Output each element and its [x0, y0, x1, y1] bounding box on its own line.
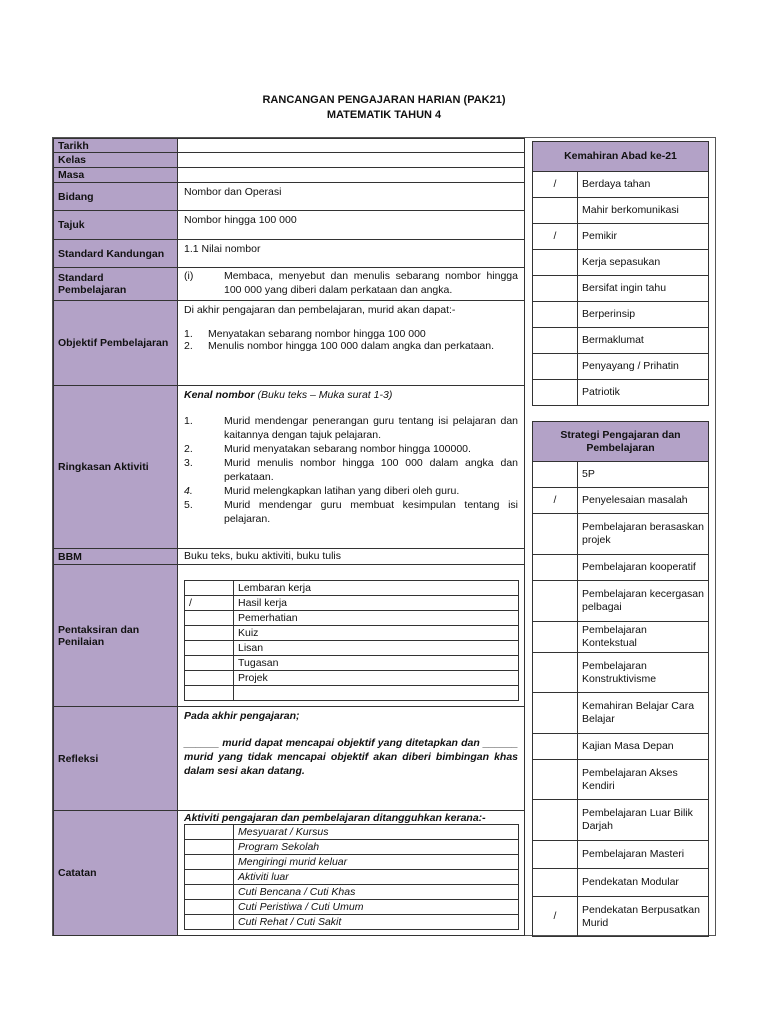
activity-title: Kenal nombor: [184, 389, 255, 401]
pentaksiran-label: Pentaksiran dan Penilaian: [54, 565, 178, 707]
checkbox[interactable]: [185, 900, 234, 915]
checkbox[interactable]: [533, 462, 578, 488]
table-row: Kerja sepasukan: [533, 250, 709, 276]
row-bbm: [54, 549, 525, 565]
activity-list: [184, 414, 518, 526]
table-row: Pembelajaran Kontekstual: [533, 622, 709, 653]
checkbox[interactable]: [533, 328, 578, 354]
checkbox[interactable]: /: [533, 224, 578, 250]
activity-reference: (Buku teks – Muka surat 1-3): [257, 389, 393, 401]
bbm-label: BBM: [54, 549, 178, 565]
catatan-label: Catatan: [54, 811, 178, 936]
table-row: Pembelajaran kooperatif: [533, 555, 709, 581]
objektif-list: [184, 328, 518, 352]
row-pentaksiran: [54, 565, 525, 707]
bidang-label: Bidang: [54, 183, 178, 211]
checkbox[interactable]: [533, 276, 578, 302]
standard-pembelajaran-label: Standard Pembelajaran: [54, 268, 178, 301]
list-item: 1. Menyatakan sebarang nombor hingga 100 000: [184, 328, 426, 340]
checklist-row: Cuti Rehat / Cuti Sakit: [185, 915, 519, 930]
checkbox[interactable]: [185, 656, 234, 671]
tajuk-value: Nombor hingga 100 000: [178, 211, 525, 240]
table-row: Pembelajaran berasaskan projek: [533, 514, 709, 555]
table-row: Pembelajaran Luar Bilik Darjah: [533, 800, 709, 841]
table-row: Penyayang / Prihatin: [533, 354, 709, 380]
checklist-row: [185, 686, 519, 701]
bbm-value: Buku teks, buku aktiviti, buku tulis: [178, 549, 525, 565]
checkbox[interactable]: [533, 760, 578, 800]
objektif-label: Objektif Pembelajaran: [54, 301, 178, 386]
checkbox[interactable]: [185, 840, 234, 855]
catatan-intro: Aktiviti pengajaran dan pembelajaran ditangguhkan kerana:-: [184, 812, 486, 824]
checkbox[interactable]: [185, 825, 234, 840]
checkbox[interactable]: [533, 250, 578, 276]
sp-text: Membaca, menyebut dan menulis sebarang nombor hingga 100 000 yang diberi dalam perkataan dan angka.: [224, 270, 518, 296]
list-item: 5. Murid mendengar guru membuat kesimpulan tentang isi pelajaran.: [184, 499, 518, 525]
checkbox[interactable]: [533, 622, 578, 653]
masa-label: Masa: [54, 168, 178, 183]
pentaksiran-value: [178, 565, 525, 707]
checklist-row: Projek: [185, 671, 519, 686]
table-row: 5P: [533, 462, 709, 488]
table-row: Kajian Masa Depan: [533, 734, 709, 760]
list-item: 3. Murid menulis nombor hingga 100 000 dalam angka dan perkataan.: [184, 457, 518, 483]
checkbox[interactable]: [185, 870, 234, 885]
checklist-row: Lembaran kerja: [185, 581, 519, 596]
tajuk-label: Tajuk: [54, 211, 178, 240]
table-row: Pembelajaran Konstruktivisme: [533, 653, 709, 693]
checklist-row: Cuti Bencana / Cuti Khas: [185, 885, 519, 900]
pentaksiran-checklist: [184, 580, 519, 701]
checkbox[interactable]: /: [533, 172, 578, 198]
checkbox[interactable]: [185, 885, 234, 900]
checklist-row: Kuiz: [185, 626, 519, 641]
checklist-row: Aktiviti luar: [185, 870, 519, 885]
checkbox[interactable]: [533, 734, 578, 760]
row-objektif: [54, 301, 525, 386]
row-tajuk: [54, 211, 525, 240]
table-row: Kemahiran Belajar Cara Belajar: [533, 693, 709, 734]
checkbox[interactable]: [185, 855, 234, 870]
list-item: 4. Murid melengkapkan latihan yang diberi oleh guru.: [184, 485, 460, 497]
table-row: Pembelajaran Akses Kendiri: [533, 760, 709, 800]
document-title: [0, 93, 768, 123]
objektif-intro: Di akhir pengajaran dan pembelajaran, murid akan dapat:-: [184, 304, 456, 316]
title-line-2: MATEMATIK TAHUN 4: [326, 109, 442, 121]
sp-number: (i): [184, 270, 194, 282]
refleksi-value: [178, 707, 525, 811]
checklist-row: Tugasan: [185, 656, 519, 671]
row-bidang: [54, 183, 525, 211]
checkbox[interactable]: [185, 626, 234, 641]
row-masa: [54, 168, 525, 183]
table-row: Berperinsip: [533, 302, 709, 328]
bidang-value: Nombor dan Operasi: [178, 183, 525, 211]
kelas-value[interactable]: [178, 153, 525, 168]
standard-kandungan-label: Standard Kandungan: [54, 240, 178, 268]
checkbox[interactable]: [533, 841, 578, 869]
checkbox[interactable]: [533, 514, 578, 555]
checkbox[interactable]: [533, 302, 578, 328]
table-row: Mahir berkomunikasi: [533, 198, 709, 224]
checkbox[interactable]: [185, 641, 234, 656]
checkbox[interactable]: [533, 198, 578, 224]
row-refleksi: [54, 707, 525, 811]
row-standard-pembelajaran: [54, 268, 525, 301]
table-row: / Pendekatan Berpusatkan Murid: [533, 897, 709, 937]
refleksi-label: Refleksi: [54, 707, 178, 811]
row-kelas: [54, 153, 525, 168]
kemahiran-table: [532, 141, 709, 406]
checkbox[interactable]: [533, 380, 578, 406]
ringkasan-aktiviti-label: Ringkasan Aktiviti: [54, 386, 178, 549]
strategi-table: [532, 421, 709, 937]
checklist-row: Lisan: [185, 641, 519, 656]
table-row: / Berdaya tahan: [533, 172, 709, 198]
checkbox[interactable]: [185, 915, 234, 930]
checkbox[interactable]: [533, 693, 578, 734]
list-item: 2. Murid menyatakan sebarang nombor hingga 100000.: [184, 443, 471, 455]
table-row: Pendekatan Modular: [533, 869, 709, 897]
checkbox[interactable]: [533, 581, 578, 622]
catatan-value: [178, 811, 525, 936]
checkbox[interactable]: [185, 671, 234, 686]
table-row: Bersifat ingin tahu: [533, 276, 709, 302]
checkbox[interactable]: [533, 653, 578, 693]
checkbox[interactable]: [185, 686, 234, 701]
ringkasan-aktiviti-value: [178, 386, 525, 549]
checklist-row: Program Sekolah: [185, 840, 519, 855]
table-row: Pembelajaran Masteri: [533, 841, 709, 869]
row-ringkasan-aktiviti: [54, 386, 525, 549]
checklist-row: Pemerhatian: [185, 611, 519, 626]
checklist-row: / Hasil kerja: [185, 596, 519, 611]
list-item: 1. Murid mendengar penerangan guru tentang isi pelajaran dan kaitannya dengan tajuk pelajaran.: [184, 415, 518, 441]
list-item: 2. Menulis nombor hingga 100 000 dalam angka dan perkataan.: [184, 340, 495, 352]
objektif-value: [178, 301, 525, 386]
checkbox[interactable]: /: [185, 596, 234, 611]
tarikh-value[interactable]: [178, 139, 525, 153]
checkbox[interactable]: /: [533, 897, 578, 937]
checklist-row: Cuti Peristiwa / Cuti Umum: [185, 900, 519, 915]
masa-value[interactable]: [178, 168, 525, 183]
checkbox[interactable]: [185, 581, 234, 596]
checkbox[interactable]: [533, 800, 578, 841]
refleksi-line-1: Pada akhir pengajaran;: [184, 710, 300, 722]
standard-kandungan-value: 1.1 Nilai nombor: [178, 240, 525, 268]
checkbox[interactable]: [533, 555, 578, 581]
catatan-checklist: [184, 824, 519, 930]
checkbox[interactable]: [185, 611, 234, 626]
row-standard-kandungan: [54, 240, 525, 268]
table-row: Pembelajaran kecergasan pelbagai: [533, 581, 709, 622]
table-row: Bermaklumat: [533, 328, 709, 354]
table-row: Patriotik: [533, 380, 709, 406]
strategi-header: Strategi Pengajaran dan Pembelajaran: [533, 422, 709, 462]
checklist-row: Mengiringi murid keluar: [185, 855, 519, 870]
title-line-1: RANCANGAN PENGAJARAN HARIAN (PAK21): [262, 94, 506, 106]
checkbox[interactable]: [533, 354, 578, 380]
row-catatan: [54, 811, 525, 936]
tarikh-label: Tarikh: [54, 139, 178, 153]
refleksi-line-2: ______ murid dapat mencapai objektif yang ditetapkan dan ______ murid yang tidak mencapai objektif akan diberi bimbingan khas dalam sesi akan datang.: [184, 737, 518, 777]
checkbox[interactable]: [533, 869, 578, 897]
kemahiran-header: Kemahiran Abad ke-21: [533, 142, 709, 172]
table-row: / Penyelesaian masalah: [533, 488, 709, 514]
table-row: / Pemikir: [533, 224, 709, 250]
checkbox[interactable]: /: [533, 488, 578, 514]
lesson-plan-table: [53, 138, 525, 936]
checklist-row: Mesyuarat / Kursus: [185, 825, 519, 840]
row-tarikh: [54, 139, 525, 153]
standard-pembelajaran-value: [178, 268, 525, 301]
kelas-label: Kelas: [54, 153, 178, 168]
